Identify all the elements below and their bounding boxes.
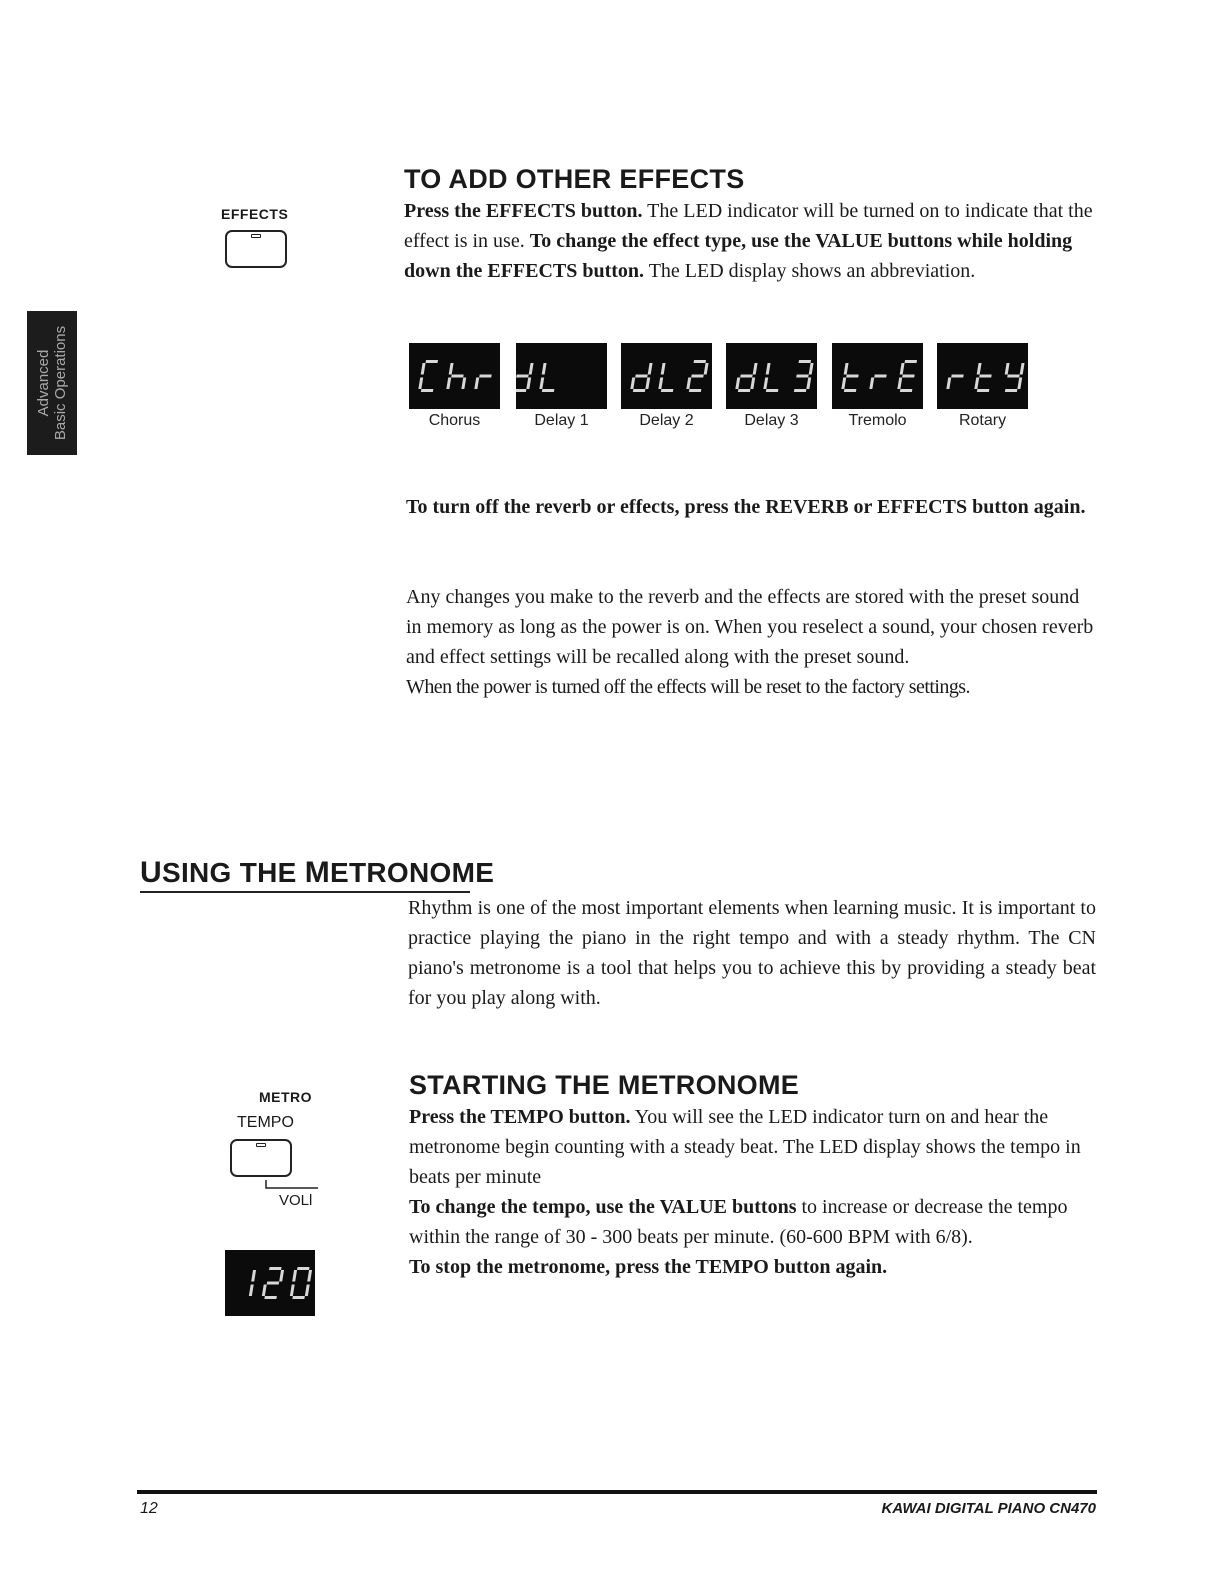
led-segment — [635, 375, 647, 378]
led-segment — [292, 1296, 304, 1299]
effects-press-instruction: Press the EFFECTS button. — [404, 200, 643, 222]
effects-display-note: The LED display shows an abbreviation. — [644, 260, 976, 282]
tempo-range-note: to increase or decrease the tempo within the range of 30 - 300 beats per minute. (60-600 BPM with 6/8). — [409, 1196, 1068, 1248]
effects-section-title: TO ADD OTHER EFFECTS — [404, 164, 745, 194]
led-segment — [426, 360, 438, 363]
led-segment — [1020, 363, 1025, 375]
led-segment — [766, 363, 771, 375]
title-initial-m: M — [304, 856, 331, 889]
effect-led-display-rotary — [937, 343, 1028, 409]
footer-rule — [137, 1490, 1097, 1494]
led-segment — [516, 389, 526, 392]
led-segment — [479, 375, 491, 378]
led-segment — [267, 1282, 279, 1285]
led-segment — [542, 363, 547, 375]
effects-instructions — [404, 196, 1094, 286]
led-segment — [449, 363, 454, 375]
led-segment — [846, 375, 858, 378]
tempo-change-instruction: To change the tempo, use the VALUE buttons — [409, 1196, 797, 1218]
tempo-label: TEMPO — [237, 1114, 294, 1131]
effect-led-display-delay-3 — [726, 343, 817, 409]
starting-metronome-instructions — [409, 1102, 1099, 1282]
led-segment — [418, 378, 423, 390]
led-segment — [689, 389, 701, 392]
led-segment — [421, 389, 433, 392]
led-segment — [796, 375, 808, 378]
led-segment — [763, 378, 768, 390]
led-digits — [726, 343, 817, 409]
led-digits — [409, 343, 500, 409]
led-segment — [307, 1270, 312, 1282]
effect-caption: Chorus — [428, 412, 481, 429]
led-segment — [292, 1270, 297, 1282]
led-segment — [766, 389, 778, 392]
led-segment — [740, 375, 752, 378]
effects-memory-note — [406, 582, 1096, 702]
led-segment — [974, 378, 979, 390]
led-segment — [905, 360, 917, 363]
starting-metronome-title: STARTING THE METRONOME — [409, 1070, 800, 1100]
effect-led-display-delay-2 — [621, 343, 712, 409]
effects-reset-text: When the power is turned off the effects will be reset to the factory settings. — [406, 676, 970, 698]
led-segment — [633, 389, 645, 392]
led-segment — [1005, 363, 1010, 375]
led-digits — [621, 343, 712, 409]
led-segment — [630, 378, 635, 390]
effect-caption: Delay 2 — [639, 412, 694, 429]
led-segment — [691, 375, 703, 378]
led-segment — [421, 363, 426, 375]
led-segment — [279, 1270, 284, 1282]
led-segment — [1005, 389, 1017, 392]
led-segment — [900, 363, 905, 375]
led-segment — [951, 375, 963, 378]
footer-brand: KAWAI DIGITAL PIANO CN470 — [881, 1500, 1096, 1517]
led-segment — [1017, 378, 1022, 390]
metro-label: METRO — [259, 1089, 313, 1105]
led-segment — [1007, 375, 1019, 378]
led-segment — [658, 378, 663, 390]
led-digits — [832, 343, 923, 409]
led-segment — [686, 378, 691, 390]
led-segment — [902, 375, 914, 378]
side-tab-label-line1: Advanced — [35, 349, 52, 417]
led-segment — [539, 378, 544, 390]
effects-memory-text: Any changes you make to the reverb and the effects are stored with the preset sound in memory as long as the power is on. When you reselect a sound, your chosen reverb and effect settings will be recalled along with the preset sound. — [406, 586, 1094, 668]
led-segment — [305, 1285, 310, 1297]
led-segment — [735, 378, 740, 390]
led-segment — [526, 378, 531, 390]
effects-change-instruction: To change the effect type, use the VALUE buttons while holding down the EFFECTS button. — [404, 230, 1073, 282]
led-segment — [297, 1267, 309, 1270]
effects-led-indicator — [251, 234, 261, 238]
led-segment — [806, 378, 811, 390]
led-segment — [461, 378, 466, 390]
tempo-led-note: You will see the LED indicator turn on and hear the metronome begin counting with a steady beat. The LED display shows the tempo in beats per minute — [409, 1106, 1081, 1188]
effects-led-note: The LED indicator will be turned on to indicate that the effect is in use. — [404, 200, 1093, 252]
led-segment — [529, 363, 534, 375]
vol-label: VOLl — [279, 1192, 313, 1209]
tempo-stop-instruction: To stop the metronome, press the TEMPO button again. — [409, 1256, 888, 1278]
tempo-led-indicator — [256, 1143, 266, 1147]
led-digits — [937, 343, 1028, 409]
led-segment — [869, 378, 874, 390]
led-segment — [809, 363, 814, 375]
led-segment — [750, 378, 755, 390]
side-tab-label-line2: Basic Operations — [52, 325, 69, 441]
led-segment — [661, 363, 666, 375]
led-segment — [794, 389, 806, 392]
effects-button[interactable] — [225, 230, 287, 268]
effect-led-display-delay-1 — [516, 343, 607, 409]
led-segment — [648, 363, 653, 375]
led-segment — [753, 363, 758, 375]
led-digits — [516, 343, 607, 409]
effect-caption: Tremolo — [848, 412, 907, 429]
led-segment — [661, 389, 673, 392]
tempo-press-instruction: Press the TEMPO button. — [409, 1106, 631, 1128]
tempo-led-display — [225, 1250, 315, 1316]
led-segment — [262, 1285, 267, 1297]
chapter-side-tab — [27, 311, 77, 455]
led-segment — [844, 389, 856, 392]
turn-off-instruction — [406, 492, 1096, 522]
effect-led-display-chorus — [409, 343, 500, 409]
led-segment — [446, 378, 451, 390]
led-segment — [977, 389, 989, 392]
effects-button-label: EFFECTS — [221, 206, 289, 222]
page-number: 12 — [140, 1500, 158, 1517]
led-segment — [645, 378, 650, 390]
led-segment — [290, 1285, 295, 1297]
tempo-button[interactable] — [230, 1139, 292, 1177]
led-segment — [516, 375, 528, 378]
led-segment — [264, 1296, 276, 1299]
metronome-intro — [408, 893, 1096, 1013]
title-etronome: ETRONOME — [330, 857, 495, 888]
metronome-section-title — [140, 856, 494, 890]
led-segment — [451, 375, 463, 378]
led-segment — [977, 363, 982, 375]
led-segment — [841, 378, 846, 390]
turn-off-text: To turn off the reverb or effects, press the REVERB or EFFECTS button again. — [406, 496, 1086, 518]
led-segment — [704, 363, 709, 375]
effect-led-display-tremolo — [832, 343, 923, 409]
led-digits — [225, 1250, 315, 1316]
led-segment — [738, 389, 750, 392]
led-segment — [946, 378, 951, 390]
led-segment — [474, 378, 479, 390]
led-segment — [799, 360, 811, 363]
metronome-intro-text: Rhythm is one of the most important elements when learning music. It is important to practice playing the piano in the right tempo and with a steady rhythm. The CN piano's metronome is a tool that helps you to achieve this by providing a steady beat for you play along with. — [408, 897, 1096, 1009]
led-segment — [874, 375, 886, 378]
led-segment — [269, 1267, 281, 1270]
side-tab-label — [35, 326, 69, 440]
led-segment — [694, 360, 706, 363]
led-segment — [900, 389, 912, 392]
effect-caption: Rotary — [958, 412, 1007, 429]
effect-caption: Delay 1 — [534, 412, 589, 429]
led-segment — [249, 1285, 254, 1297]
effect-caption: Delay 3 — [744, 412, 799, 429]
led-segment — [251, 1270, 256, 1282]
title-the: THE — [239, 857, 297, 888]
led-segment — [897, 378, 902, 390]
led-segment — [542, 389, 554, 392]
title-sing: SING — [161, 857, 232, 888]
led-segment — [844, 363, 849, 375]
led-segment — [979, 375, 991, 378]
title-initial-u: U — [140, 856, 162, 889]
